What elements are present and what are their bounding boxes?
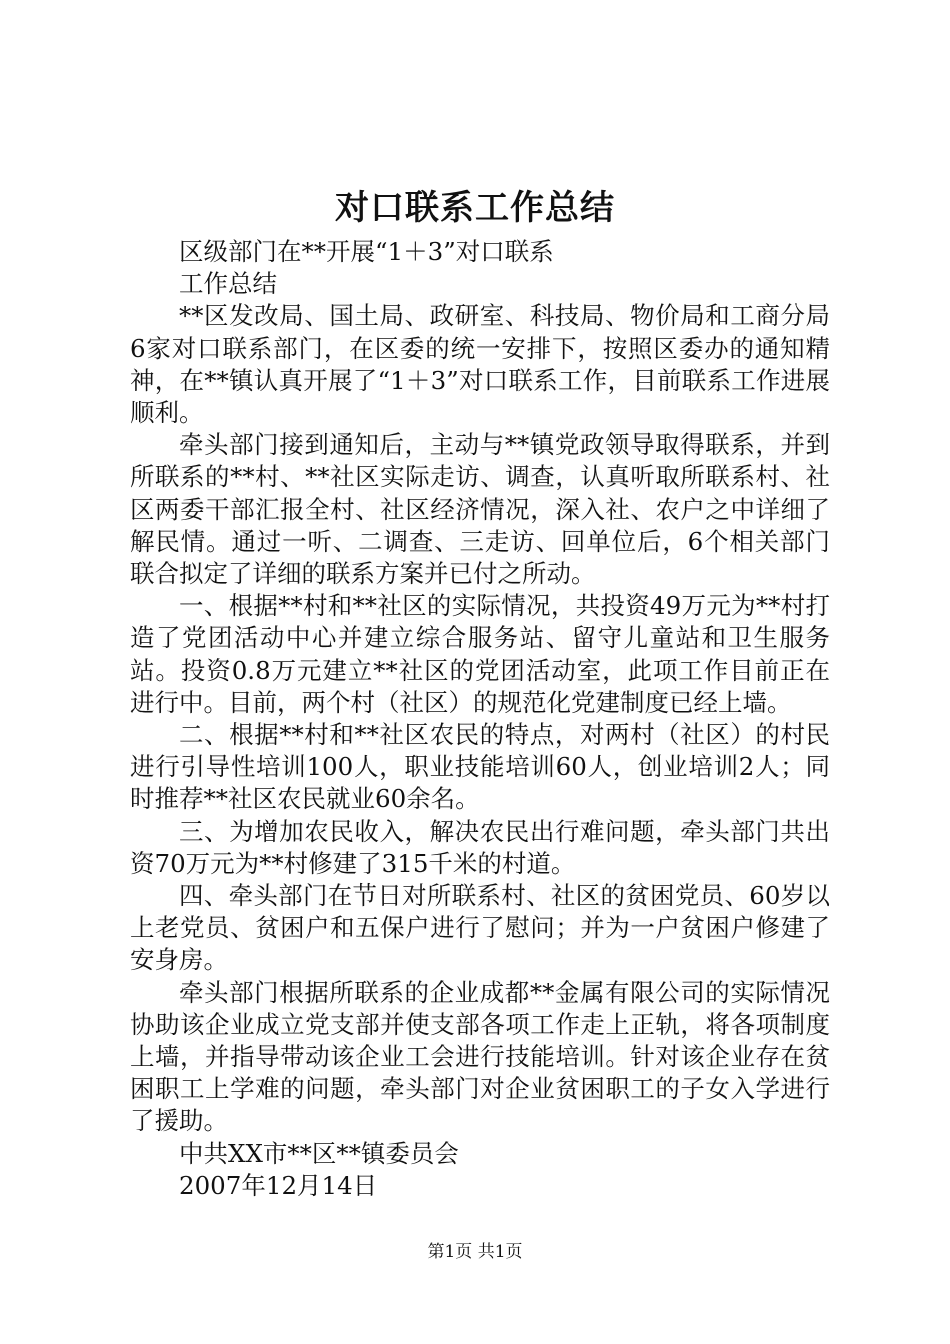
- paragraph: 一、根据**村和**社区的实际情况，共投资49万元为**村打造了党团活动中心并建立综合服务站、留守儿童站和卫生服务站。投资0.8万元建立**社区的党团活动室，此项工作目前正在进行中。目前，两个村（社区）的规范化党建制度已经上墙。: [130, 591, 830, 717]
- subtitle-line-2: 工作总结: [179, 269, 277, 299]
- paragraph: 牵头部门根据所联系的企业成都**金属有限公司的实际情况协助该企业成立党支部并使支部各项工作走上正轨，将各项制度上墙，并指导带动该企业工会进行技能培训。针对该企业存在贫困职工上学难的问题，牵头部门对企业贫困职工的子女入学进行了援助。: [130, 977, 830, 1136]
- paragraph: 四、牵头部门在节日对所联系村、社区的贫困党员、60岁以上老党员、贫困户和五保户进行了慰问；并为一户贫困户修建了安身房。: [130, 881, 830, 975]
- paragraph: 牵头部门接到通知后，主动与**镇党政领导取得联系，并到所联系的**村、**社区实际走访、调查，认真听取所联系村、社区两委干部汇报全村、社区经济情况，深入社、农户之中详细了解民情。通过一听、二调查、三走访、回单位后，6个相关部门联合拟定了详细的联系方案并已付之所动。: [130, 430, 830, 589]
- date: 2007年12月14日: [179, 1170, 378, 1200]
- paragraph: 三、为增加农民收入，解决农民出行难问题，牵头部门共出资70万元为**村修建了315千米的村道。: [130, 816, 830, 878]
- signature: 中共XX市**区**镇委员会: [179, 1138, 459, 1168]
- paragraph: **区发改局、国土局、政研室、科技局、物价局和工商分局6家对口联系部门，在区委的统一安排下，按照区委办的通知精神，在**镇认真开展了“1＋3”对口联系工作，目前联系工作进展顺利。: [130, 301, 830, 428]
- paragraph: 二、根据**村和**社区农民的特点，对两村（社区）的村民进行引导性培训100人，职业技能培训60人，创业培训2人；同时推荐**社区农民就业60余名。: [130, 720, 830, 814]
- page-footer: 第1页 共1页: [427, 1242, 523, 1262]
- document-body: [130, 236, 830, 1202]
- document-title: 对口联系工作总结: [335, 188, 615, 228]
- subtitle-line-1: 区级部门在**开展“1＋3”对口联系: [179, 237, 554, 266]
